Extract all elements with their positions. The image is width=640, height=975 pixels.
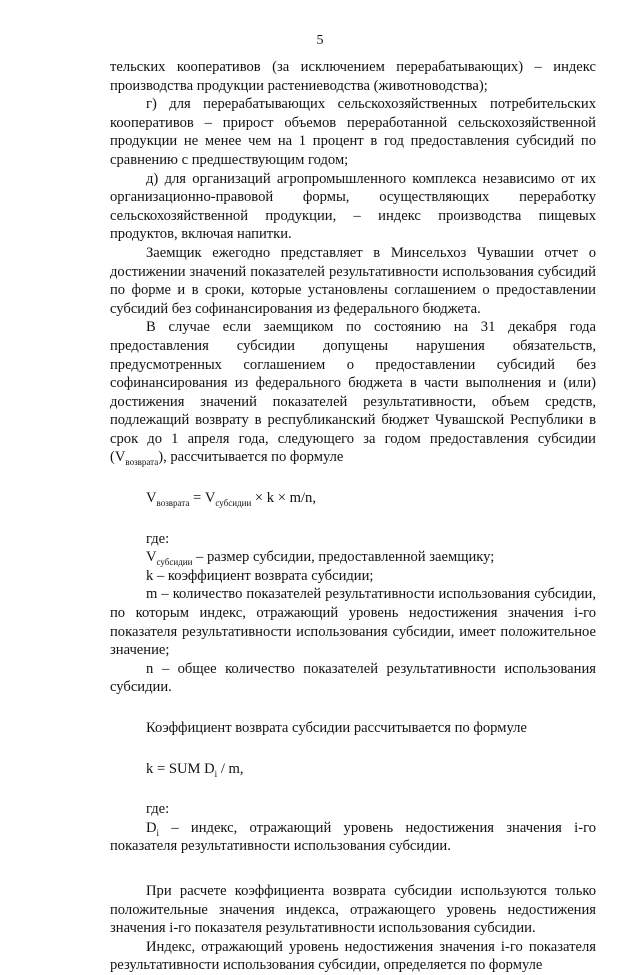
definition-n: n – общее количество показателей результативности использования субсидии.: [110, 660, 596, 696]
violation-text: В случае если заемщиком по состоянию на 31 декабря года предоставления субсидии допущены нарушения обязательств, предусмотренных соглашением о предоставлении субсидий без софинансирования из федерального бюджета в части выполнения и (или) достижения значений показателей результативности, объем средств, подлежащий возврату в республиканский бюджет Чувашской Республики в срок до 1 апреля года, следующего за годом предоставления субсидии (V: [110, 319, 596, 466]
paragraph-violation: [110, 318, 596, 467]
paragraph-index-formula: Индекс, отражающий уровень недостижения значения i-го показателя результативности использования субсидии, определяется по формуле: [110, 938, 596, 974]
formula2-pre: k = SUM D: [146, 760, 215, 777]
def-v-text: – размер субсидии, предоставленной заемщику;: [192, 549, 495, 566]
definition-v: [110, 548, 596, 567]
document-body: [110, 58, 596, 975]
formula-rest: × k × m/n,: [251, 490, 316, 507]
formula-mid: = V: [189, 490, 216, 507]
definition-k: k – коэффициент возврата субсидии;: [146, 567, 374, 584]
paragraph-positive-values: При расчете коэффициента возврата субсидии используются только положительные значения индекса, отражающего уровень недостижения значения i-го показателя результативности использования субсидии.: [110, 882, 596, 937]
page-number: 5: [316, 33, 324, 48]
paragraph-report: Заемщик ежегодно представляет в Минсельхоз Чувашии отчет о достижении значений показателей результативности использования субсидий по форме и в сроки, которые установлены соглашением о предоставлении субсидий без софинансирования из федерального бюджета.: [110, 244, 596, 317]
formula2-sub: i: [214, 768, 218, 779]
formula2-post: / m,: [217, 760, 244, 777]
def-v-sym: V: [146, 549, 157, 566]
coefficient-intro: Коэффициент возврата субсидии рассчитывается по формуле: [146, 720, 527, 736]
definition-m: m – количество показателей результативности использования субсидии, по которым индекс, отражающий уровень недостижения значения i-го показателя результативности использования субсидии, имеет положительное значение;: [110, 586, 596, 659]
formula-v1-sub: возврата: [156, 497, 190, 508]
def-d-sub: i: [156, 827, 160, 838]
where-label-1: где:: [146, 530, 170, 547]
def-d-text: – индекс, отражающий уровень недостижения значения i-го показателя результативности использования субсидии.: [110, 819, 596, 855]
paragraph-item-d: д) для организаций агропромышленного комплекса независимо от их организационно-правовой формы, осуществляющих переработку сельскохозяйственной продукции, – индекс производства пищевых продуктов, включая напитки.: [110, 170, 596, 243]
formula-v2-sub: субсидии: [215, 497, 252, 508]
formula-v1: V: [146, 490, 157, 507]
def-d-sym: D: [146, 819, 157, 836]
paragraph-item-g: г) для перерабатывающих сельскохозяйственных потребительских кооперативов – прирост объемов переработанной сельскохозяйственной продукции не менее чем на 1 процент в год предоставления субсидий по сравнению с предшествующим годом;: [110, 96, 596, 168]
def-v-sub: субсидии: [156, 557, 193, 568]
violation-end: ), рассчитывается по формуле: [158, 449, 344, 466]
formula-refund: [110, 489, 596, 508]
where-label-2: где:: [146, 801, 170, 818]
violation-sub: возврата: [125, 457, 159, 468]
definition-d: [110, 819, 596, 856]
formula-coefficient: [110, 760, 596, 779]
paragraph-cooperatives: тельских кооперативов (за исключением перерабатывающих) – индекс производства продукции растениеводства (животноводства);: [110, 59, 596, 94]
